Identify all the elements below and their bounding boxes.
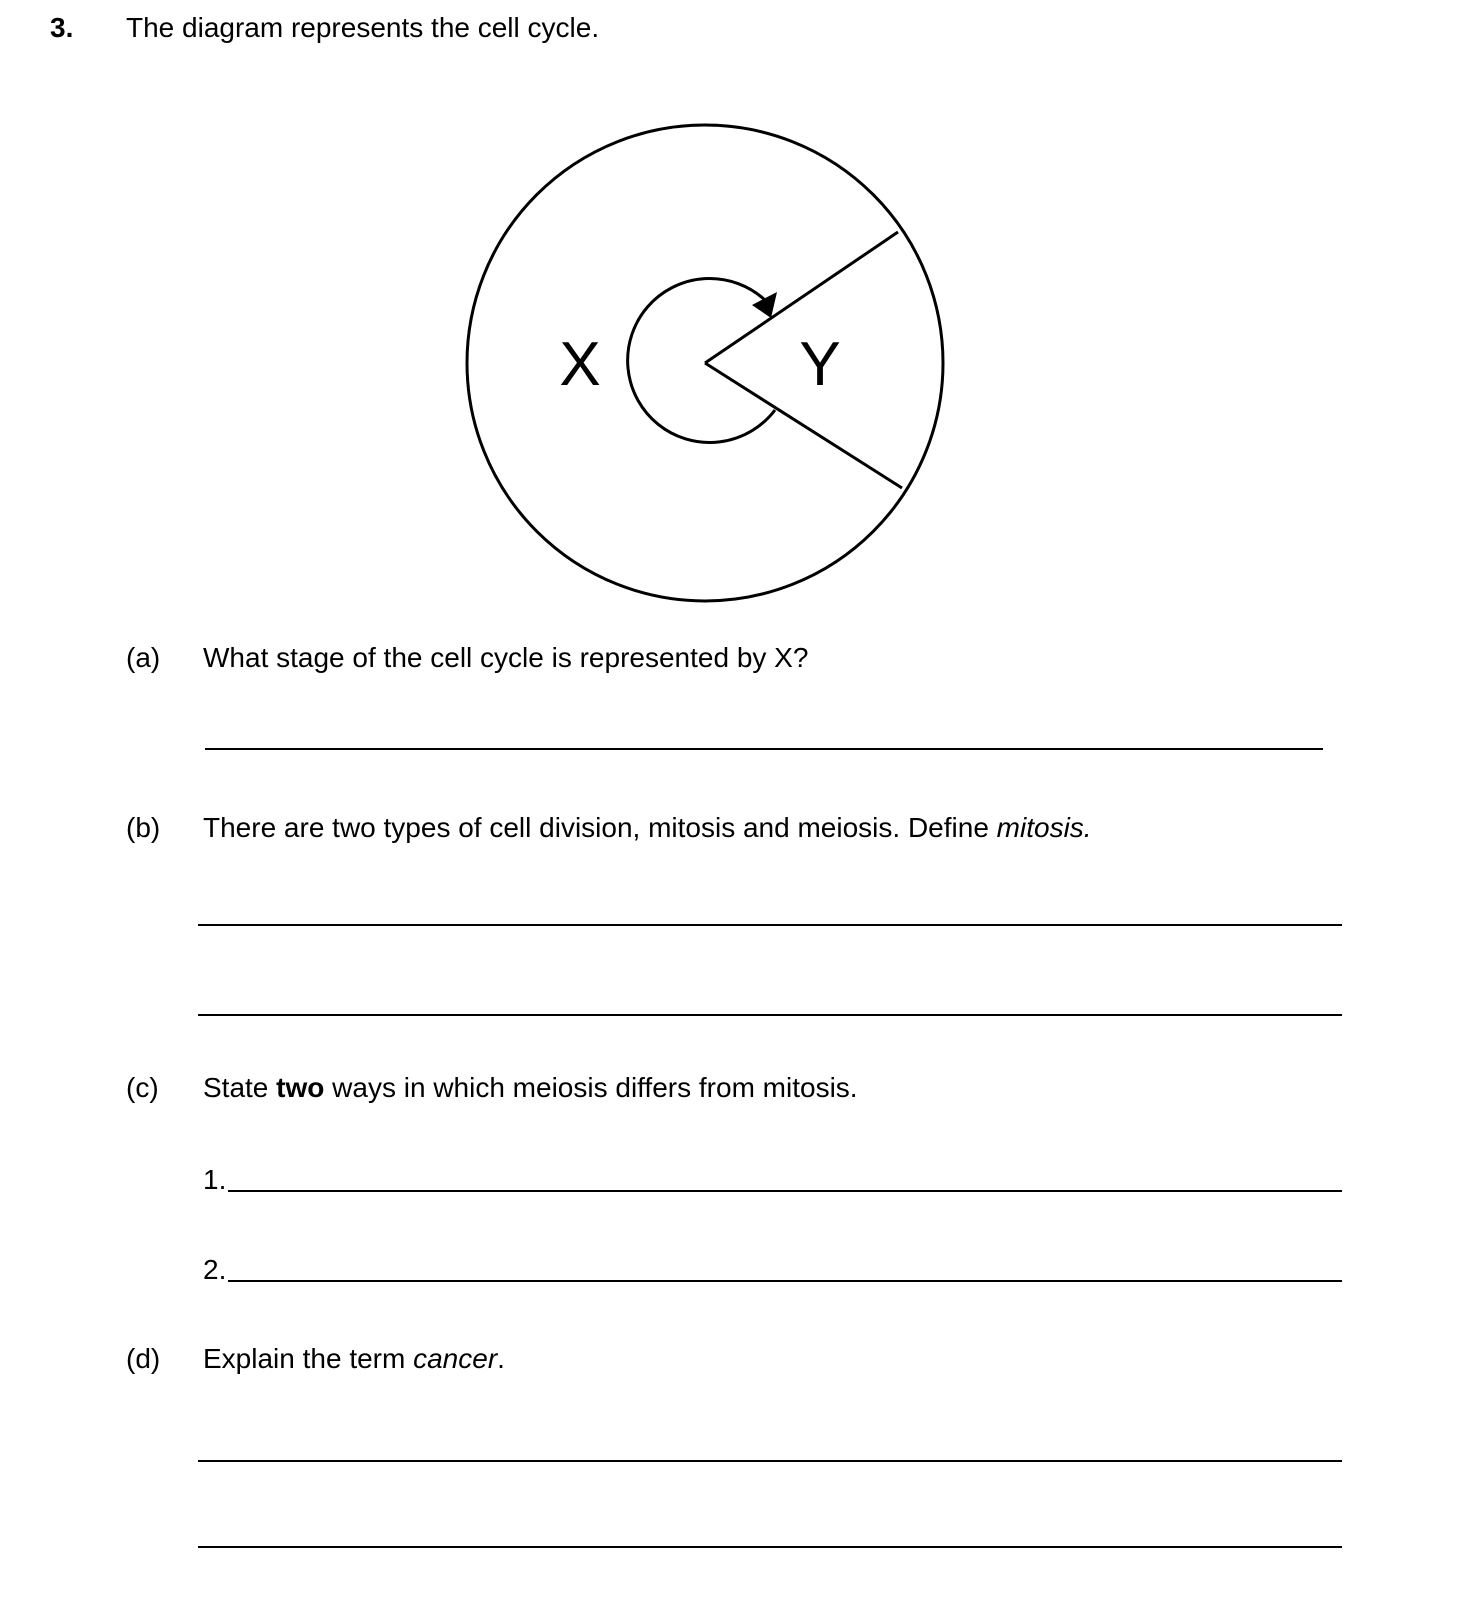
part-c-label: (c) xyxy=(126,1072,159,1103)
answer-line-d-1[interactable] xyxy=(198,1460,1342,1462)
part-b-text: There are two types of cell division, mitosis and meiosis. Define xyxy=(203,812,997,843)
answer-line-b-2[interactable] xyxy=(198,1014,1342,1016)
arrow-head-icon xyxy=(752,292,777,318)
part-d-italic-term: cancer xyxy=(413,1343,498,1374)
answer-line-c-1[interactable] xyxy=(228,1190,1342,1192)
question-number: 3. xyxy=(50,12,74,43)
part-b-label: (b) xyxy=(126,812,161,843)
label-y: Y xyxy=(799,330,841,399)
part-b-italic-term: mitosis. xyxy=(996,812,1092,843)
inner-cycle-arrow-arc xyxy=(628,278,775,442)
part-d-text-before: Explain the term xyxy=(203,1343,414,1374)
answer-line-b-1[interactable] xyxy=(198,924,1342,926)
answer-line-a[interactable] xyxy=(205,748,1323,750)
part-c-question xyxy=(203,1070,858,1106)
part-d-text-after: . xyxy=(497,1343,505,1374)
cell-cycle-diagram xyxy=(440,110,980,630)
part-c-text-before: State xyxy=(203,1072,277,1103)
label-x: X xyxy=(559,330,601,399)
part-a-question: What stage of the cell cycle is represented by X? xyxy=(203,642,809,673)
part-c-bold-word: two xyxy=(276,1072,325,1103)
part-b-question xyxy=(203,810,1092,846)
answer-line-d-2[interactable] xyxy=(198,1546,1342,1548)
part-d-label: (d) xyxy=(126,1343,161,1374)
part-c-item-1-label: 1. xyxy=(203,1164,227,1195)
part-c-text-after: ways in which meiosis differs from mitosis. xyxy=(324,1072,858,1103)
part-d-question xyxy=(203,1341,505,1377)
question-stem: The diagram represents the cell cycle. xyxy=(126,12,600,43)
answer-line-c-2[interactable] xyxy=(228,1280,1342,1282)
part-a-label: (a) xyxy=(126,642,161,673)
part-c-item-2-label: 2. xyxy=(203,1254,227,1285)
